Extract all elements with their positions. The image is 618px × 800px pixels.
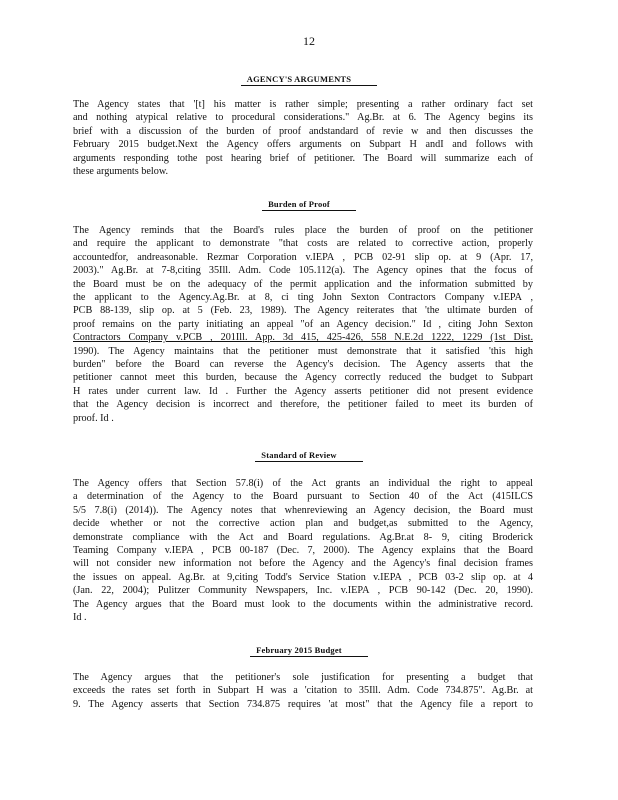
text-line: the Board must be on the adequacy of the permit application and the information submitted by [73, 278, 533, 290]
text-line: proof remains on the party initiating an appeal "of an Agency decision." Id , citing John Sexton [73, 318, 533, 330]
text-line: 2003)." Ag.Br. at 7-8,citing 35Ill. Adm. Code 105.112(a). The Agency opines that the focus of [73, 265, 533, 277]
text-line: (Jan. 22, 2004); Pulitzer Community Newspapers, Inc. v.IEPA , PCB 90-142 (Dec. 20, 1990). [73, 585, 533, 597]
text-line: the applicant to the Agency.Ag.Br. at 8, ci ting John Sexton Contractors Company v.IEPA , [73, 292, 533, 304]
text-line: The Agency reminds that the Board's rules place the burden of proof on the petitioner [73, 225, 533, 236]
text-line: Teaming Company v.IEPA , PCB 00-187 (Dec. 7, 2000). The Agency explains that the Board [73, 545, 533, 557]
text-line: The Agency argues that the Board must look to the documents within the administrative record. [73, 598, 533, 610]
text-line: The Agency argues that the petitioner's sole justification for presenting a budget that [73, 672, 533, 683]
paragraph-agencys-arguments [73, 98, 533, 178]
text-line: 9. The Agency asserts that Section 734.875 requires 'at most" that the Agency file a report to [73, 698, 533, 710]
text-line: H rates under current law. Id . Further the Agency asserts petitioner did not present evidence [73, 385, 533, 397]
text-line: brief with a discussion of the burden of proof andstandard of revie w and then discusses the [73, 125, 533, 137]
paragraph-burden-of-proof [73, 224, 533, 425]
text-line: accountedfor, andreasonable. Rezmar Corporation v.IEPA , PCB 02-91 slip op. at 9 (Apr. 17, [73, 251, 533, 263]
text-line: February 2015 budget.Next the Agency offers arguments on Subpart H andI and follows with [73, 139, 533, 151]
text-line: The Agency states that '[t] his matter is rather simple; presenting a rather ordinary fact set [73, 99, 533, 110]
section-heading-burden-of-proof: Burden of Proof [0, 199, 618, 209]
text-line: that the Agency decision is incorrect and therefore, the petitioner failed to meet its burden of [73, 399, 533, 411]
text-line: exceeds the rates set forth in Subpart H was a 'citation to 35Ill. Adm. Code 734.875". Ag.Br. at [73, 685, 533, 697]
text-line: 1990). The Agency maintains that the petitioner must demonstrate that it satisfied 'this high [73, 345, 533, 357]
text-line: will not consider new information not before the Agency and the Agency's final decision frames [73, 558, 533, 570]
text-line: these arguments below. [73, 166, 169, 178]
text-line: and nothing atypical relative to procedural considerations." Ag.Br. at 6. The Agency begins its [73, 112, 533, 124]
paragraph-standard-of-review [73, 477, 533, 624]
section-heading-standard-of-review: Standard of Review [0, 450, 618, 460]
section-heading-february-2015-budget: February 2015 Budget [0, 645, 618, 655]
text-line: demonstrate compliance with the Act and Board regulations. Ag.Br.at 8- 9, citing Broderick [73, 531, 533, 543]
text-line: The Agency offers that Section 57.8(i) of the Act grants an individual the right to appeal [73, 478, 533, 489]
text-line: burden" before the Board can reverse the Agency's decision. The Agency asserts that the [73, 359, 533, 371]
text-line: Id . [73, 612, 87, 624]
text-line: the issues on appeal. Ag.Br. at 9,citing Todd's Service Station v.IEPA , PCB 03-2 slip op. at 4 [73, 571, 533, 583]
section-heading-agencys-arguments: AGENCY'S ARGUMENTS [0, 74, 618, 84]
text-line: PCB 88-139, slip op. at 5 (Feb. 23, 1989). The Agency reiterates that 'the ultimate burden of [73, 305, 533, 317]
text-line: Contractors Company v.PCB , 201Ill. App. 3d 415, 425-426, 558 N.E.2d 1222, 1229 (1st Dist. [73, 332, 533, 344]
text-line: decide whether or not the corrective action plan and budget,as submitted to the Agency, [73, 518, 533, 530]
text-line: arguments responding tothe post hearing brief of petitioner. The Board will summarize each of [73, 152, 533, 164]
text-line: petitioner cannot meet this burden, because the Agency correctly reduced the budget to Subpart [73, 372, 533, 384]
text-line: proof. Id . [73, 412, 114, 424]
text-line: a determination of the Agency to the Board pursuant to Section 40 of the Act (415ILCS [73, 491, 533, 503]
text-line: 5/5 7.8(i) (2014)). The Agency notes that whenreviewing an Agency decision, the Board must [73, 504, 533, 516]
text-line: and require the applicant to demonstrate "that costs are related to corrective action, properly [73, 238, 533, 250]
page-number: 12 [303, 34, 315, 48]
paragraph-february-2015-budget [73, 671, 533, 711]
